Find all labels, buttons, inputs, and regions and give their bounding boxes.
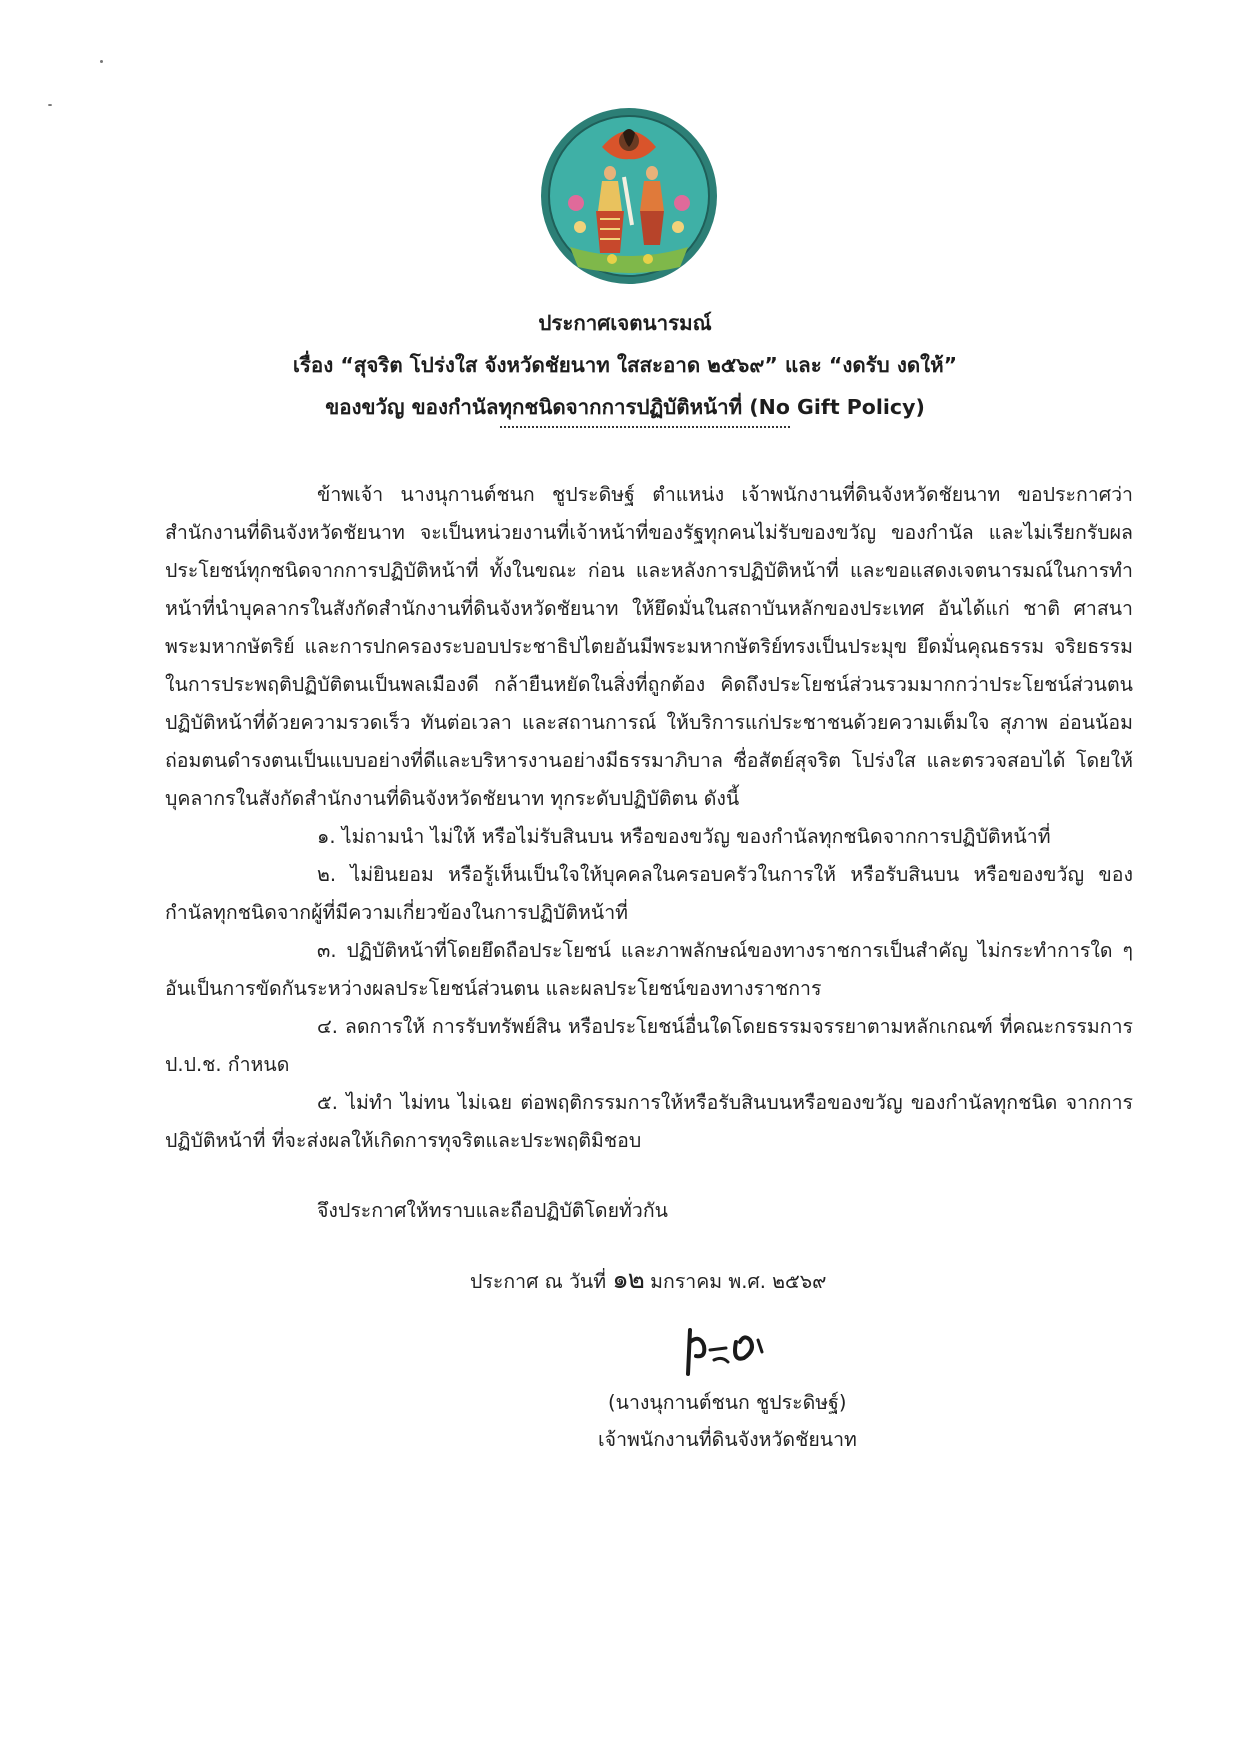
- chainat-province-seal-icon: [540, 107, 718, 285]
- signatory-position: เจ้าพนักงานที่ดินจังหวัดชัยนาท: [598, 1428, 857, 1451]
- closing-statement: จึงประกาศให้ทราบและถือปฏิบัติโดยทั่วกัน: [317, 1199, 668, 1222]
- scan-speck: [100, 60, 103, 63]
- list-item: ๒. ไม่ยินยอม หรือรู้เห็นเป็นใจให้บุคคลในครอบครัวในการให้ หรือรับสินบน หรือของขวัญ ของกำนัลทุกชนิดจากผู้ที่มีความเกี่ยวข้องในการปฏิบัติหน้าที่: [165, 863, 1133, 924]
- handwritten-signature: [670, 1312, 780, 1382]
- intro-paragraph: ข้าพเจ้า นางนุกานต์ชนก ชูประดิษฐ์ ตำแหน่ง เจ้าพนักงานที่ดินจังหวัดชัยนาท ขอประกาศว่า สำนักงานที่ดินจังหวัดชัยนาท จะเป็นหน่วยงานที่เจ้าหน้าที่ของรัฐทุกคนไม่รับของขวัญ ของกำนัล และไม่เรียกรับผลประโยชน์ทุกชนิดจากการปฏิบัติหน้าที่ ทั้งในขณะ ก่อน และหลังการปฏิบัติหน้าที่ และขอแสดงเจตนารมณ์ในการทำหน้าที่นำบุคลากรในสังกัดสำนักงานที่ดินจังหวัดชัยนาท ให้ยึดมั่นในสถาบันหลักของประเทศ อันได้แก่ ชาติ ศาสนา พระมหากษัตริย์ และการปกครองระบอบประชาธิปไตยอันมีพระมหากษัตริย์ทรงเป็นประมุข ยึดมั่นคุณธรรม จริยธรรมในการประพฤติปฏิบัติตนเป็นพลเมืองดี กล้ายืนหยัดในสิ่งที่ถูกต้อง คิดถึงประโยชน์ส่วนรวมมากกว่าประโยชน์ส่วนตน ปฏิบัติหน้าที่ด้วยความรวดเร็ว ทันต่อเวลา และสถานการณ์ ให้บริการแก่ประชาชนด้วยความเต็มใจ สุภาพ อ่อนน้อมถ่อมตนดำรงตนเป็นแบบอย่างที่ดีและบริหารงานอย่างมีธรรมาภิบาล ซื่อสัตย์สุจริต โปร่งใส และตรวจสอบได้ โดยให้บุคลากรในสังกัดสำนักงานที่ดินจังหวัดชัยนาท ทุกระดับปฏิบัติตน ดังนี้: [165, 483, 1133, 810]
- announcement-subject-line2: ของขวัญ ของกำนัลทุกชนิดจากการปฏิบัติหน้าที่ (No Gift Policy): [325, 395, 925, 419]
- date-suffix: มกราคม พ.ศ. ๒๕๖๙: [650, 1270, 827, 1293]
- announcement-body: [165, 476, 1133, 1160]
- date-prefix: ประกาศ ณ วันที่: [470, 1270, 607, 1293]
- list-item: ๕. ไม่ทำ ไม่ทน ไม่เฉย ต่อพฤติกรรมการให้หรือรับสินบนหรือของขวัญ ของกำนัลทุกชนิด จากการปฏิบัติหน้าที่ ที่จะส่งผลให้เกิดการทุจริตและประพฤติมิชอบ: [165, 1091, 1133, 1152]
- announcement-date: [470, 1261, 826, 1301]
- list-item: ๓. ปฏิบัติหน้าที่โดยยึดถือประโยชน์ และภาพลักษณ์ของทางราชการเป็นสำคัญ ไม่กระทำการใด ๆ อันเป็นการขัดกันระหว่างผลประโยชน์ส่วนตน และผลประโยชน์ของทางราชการ: [165, 939, 1133, 1000]
- announcement-header: [0, 302, 1250, 428]
- announcement-subject: เรื่อง “สุจริต โปร่งใส จังหวัดชัยนาท ใสสะอาด ๒๕๖๙” และ “งดรับ งดให้”: [292, 353, 958, 377]
- date-day: ๑๒: [612, 1265, 644, 1295]
- signatory-name: (นางนุกานต์ชนก ชูประดิษฐ์): [608, 1391, 847, 1414]
- header-separator: [500, 426, 790, 428]
- announcement-title: ประกาศเจตนารมณ์: [538, 311, 712, 335]
- scan-speck: [48, 104, 52, 106]
- list-item: ๔. ลดการให้ การรับทรัพย์สิน หรือประโยชน์อื่นใดโดยธรรมจรรยาตามหลักเกณฑ์ ที่คณะกรรมการ ป.ป.ช. กำหนด: [165, 1015, 1133, 1076]
- list-item: ๑. ไม่ถามนำ ไม่ให้ หรือไม่รับสินบน หรือของขวัญ ของกำนัลทุกชนิดจากการปฏิบัติหน้าที่: [317, 825, 1051, 848]
